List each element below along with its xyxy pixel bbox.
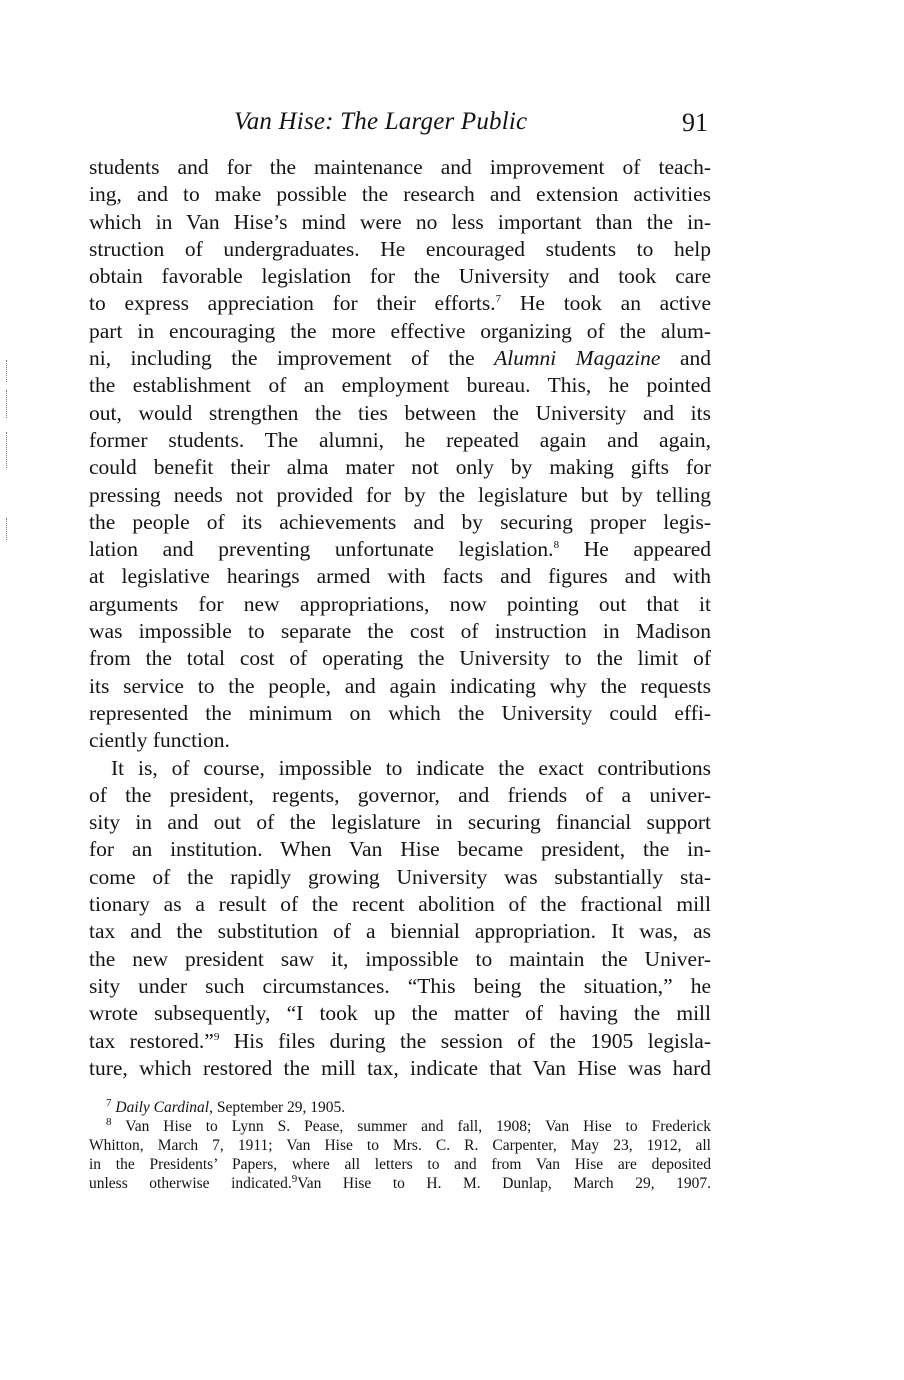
text-line: tax and the substitution of a biennial appropriation. It was, as bbox=[89, 919, 711, 944]
text-line: the establishment of an employment bureau. This, he pointed bbox=[89, 373, 711, 398]
text-line: former students. The alumni, he repeated again and again, bbox=[89, 427, 711, 452]
text-line: its service to the people, and again indicating why the requests bbox=[89, 673, 711, 698]
line-segment: ni, including the improvement of the bbox=[89, 346, 495, 371]
line-segment: tax restored.” bbox=[89, 1028, 214, 1053]
line-segment: to express appreciation for their efforts. bbox=[89, 291, 496, 316]
text-line bbox=[89, 345, 711, 372]
text-line: part in encouraging the more effective organizing of the alum- bbox=[89, 318, 711, 343]
line-segment: lation and preventing unfortunate legislation. bbox=[89, 537, 554, 562]
text-line: at legislative hearings armed with facts and figures and with bbox=[89, 564, 711, 589]
margin-mark bbox=[6, 518, 19, 540]
magazine-title: Alumni Magazine bbox=[494, 346, 661, 371]
footnote-text: Van Hise to H. M. Dunlap, March 29, 1907. bbox=[297, 1175, 711, 1192]
footnote-ref-8: 8 bbox=[553, 539, 560, 551]
text-line: pressing needs not provided for by the legislature but by telling bbox=[89, 482, 711, 507]
text-line: the new president saw it, impossible to maintain the Univer- bbox=[89, 946, 711, 971]
footnote-text: September 29, 1905. bbox=[212, 1099, 346, 1116]
text-line: could benefit their alma mater not only by making gifts for bbox=[89, 455, 711, 480]
margin-mark bbox=[6, 432, 19, 468]
text-line: of the president, regents, governor, and friends of a univer- bbox=[89, 782, 711, 807]
footnote-text: unless otherwise indicated. bbox=[89, 1175, 292, 1192]
footnote-ref-9: 9 bbox=[213, 1030, 220, 1043]
text-line: the people of its achievements and by securing proper legis- bbox=[89, 509, 711, 534]
footnote-mark: 9 bbox=[291, 1172, 298, 1185]
text-line: sity in and out of the legislature in securing financial support bbox=[89, 810, 711, 835]
margin-mark bbox=[6, 360, 19, 382]
line-segment: He appeared bbox=[559, 537, 711, 562]
text-line: from the total cost of operating the University to the limit of bbox=[89, 646, 711, 671]
text-line: which in Van Hise’s mind were no less important than the in- bbox=[89, 209, 711, 234]
footnote-9 bbox=[291, 1172, 711, 1192]
running-head bbox=[88, 108, 710, 148]
text-line bbox=[89, 1028, 711, 1055]
text-line: obtain favorable legislation for the University and took care bbox=[89, 264, 711, 289]
text-line: out, would strengthen the ties between the University and its bbox=[89, 400, 711, 425]
footnotes bbox=[89, 1098, 711, 1193]
text-line: students and for the maintenance and improvement of teach- bbox=[89, 155, 711, 179]
running-title: Van Hise: The Larger Public bbox=[234, 108, 528, 135]
text-line: struction of undergraduates. He encouraged students to help bbox=[89, 236, 711, 261]
text-line: tionary as a result of the recent abolition of the fractional mill bbox=[89, 892, 711, 917]
newspaper-title: Daily Cardinal, bbox=[115, 1099, 213, 1116]
text-line bbox=[89, 536, 711, 563]
text-line: was impossible to separate the cost of instruction in Madison bbox=[89, 619, 711, 644]
margin-mark bbox=[6, 390, 19, 418]
footnote-ref-7: 7 bbox=[495, 293, 502, 306]
body-text bbox=[89, 154, 711, 1082]
footnote-line: Whitton, March 7, 1911; Van Hise to Mrs. C. R. Carpenter, May 23, 1912, all bbox=[89, 1137, 711, 1154]
text-line: sity under such circumstances. “This being the situation,” he bbox=[89, 973, 711, 998]
text-line: It is, of course, impossible to indicate the exact contributions bbox=[111, 755, 711, 780]
footnote-mark: 8 bbox=[106, 1115, 112, 1128]
page-number: 91 bbox=[682, 108, 708, 137]
text-line: come of the rapidly growing University was substantially sta- bbox=[89, 864, 711, 889]
line-segment: and bbox=[660, 346, 711, 371]
footnote-line: in the Presidents’ Papers, where all letters to and from Van Hise are deposited bbox=[89, 1156, 711, 1173]
text-line: represented the minimum on which the University could effi- bbox=[89, 700, 711, 725]
footnote-mark: 7 bbox=[106, 1096, 112, 1109]
text-line: ciently function. bbox=[89, 728, 230, 753]
line-segment: He took an active bbox=[501, 291, 711, 316]
text-line: for an institution. When Van Hise became president, the in- bbox=[89, 837, 711, 862]
footnote-text: Van Hise to Lynn S. Pease, summer and fall, 1908; Van Hise to Frederick bbox=[125, 1118, 711, 1135]
text-line: arguments for new appropriations, now pointing out that it bbox=[89, 591, 711, 616]
text-line: wrote subsequently, “I took up the matter of having the mill bbox=[89, 1001, 711, 1026]
line-segment: His files during the session of the 1905 legisla- bbox=[219, 1028, 711, 1053]
footnote-7 bbox=[89, 1098, 711, 1117]
text-line: ing, and to make possible the research and extension activities bbox=[89, 182, 711, 207]
footnote-8 bbox=[89, 1117, 711, 1136]
text-line: ture, which restored the mill tax, indicate that Van Hise was hard bbox=[89, 1055, 711, 1080]
text-line bbox=[89, 290, 711, 317]
footnote-line bbox=[89, 1174, 711, 1193]
